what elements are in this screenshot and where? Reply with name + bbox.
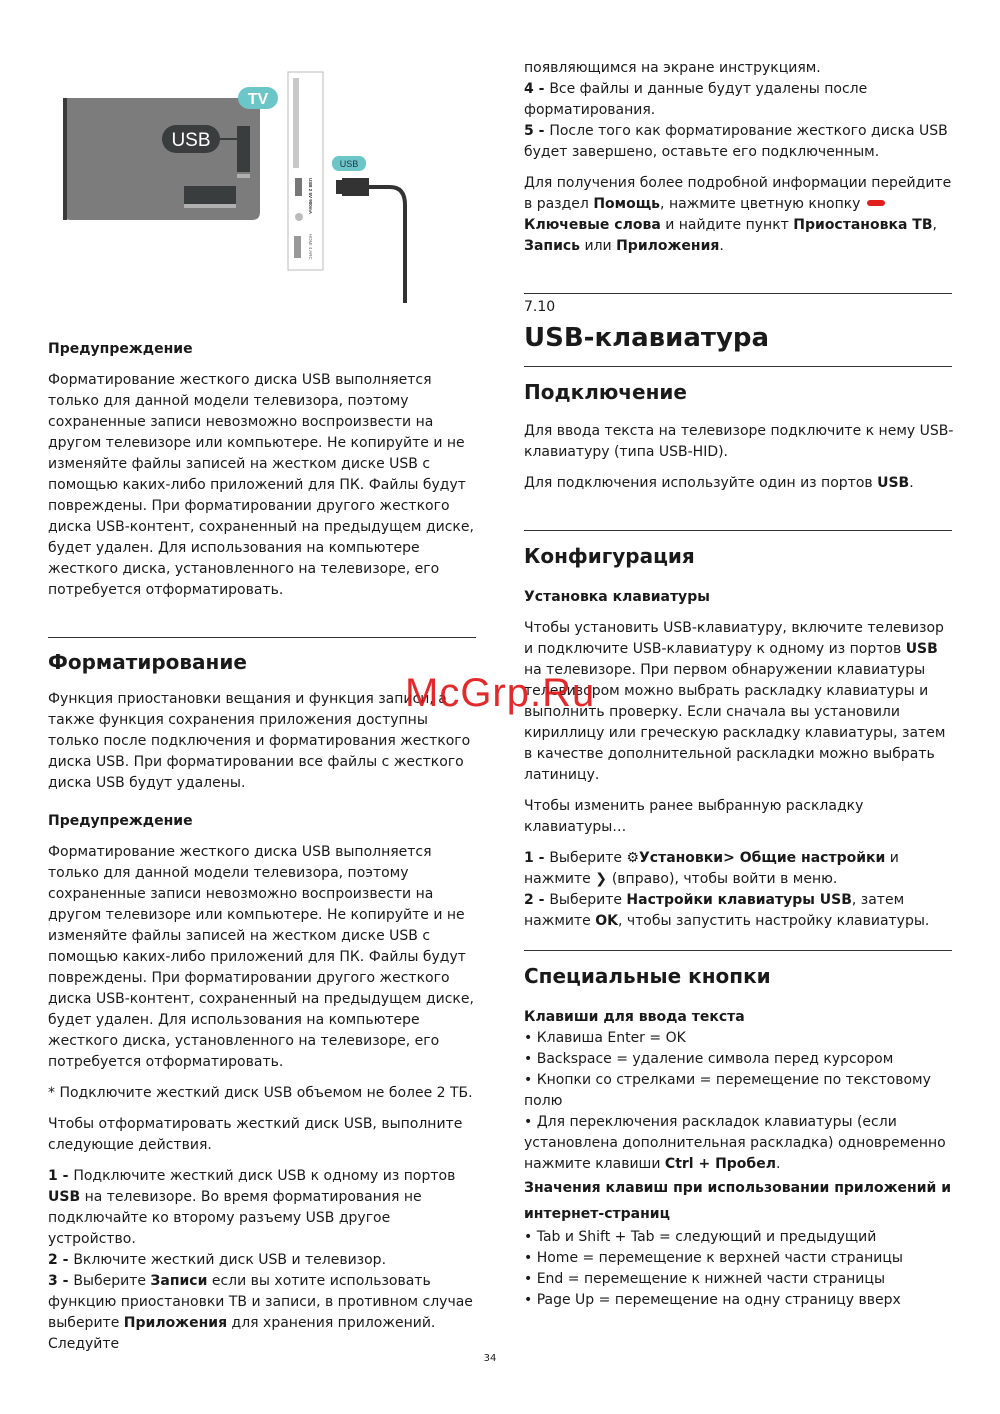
keyboard-setup-heading: Установка клавиатуры xyxy=(524,589,710,605)
list-item: • Для переключения раскладок клавиатуры (если установлена дополнительная раскладка) одновременно нажмите клавиши Ctrl + Пробел. xyxy=(524,1114,946,1172)
usb-port-marking: USB 2 5V 900mA xyxy=(308,178,313,215)
hdmi-port-marking: HDMI 4 ARC xyxy=(308,234,313,260)
list-item: • Page Up = перемещение на одну страницу вверх xyxy=(524,1292,901,1308)
red-color-button-icon xyxy=(867,200,885,206)
gear-icon: ⚙ xyxy=(626,850,639,866)
section-number: 7.10 xyxy=(524,299,556,315)
divider xyxy=(524,950,952,951)
warning-heading-2: Предупреждение xyxy=(48,813,193,829)
warning-text-2: Форматирование жесткого диска USB выполняется только для данной модели телевизора, поэтому сохраненные записи невозможно воспроизвести на другом телевизоре или компьютере. Не копируйте и не изменяйте файлы записей на жестком диске USB с помощью каких-либо приложений для ПК. Файлы будут повреждены. При форматировании другого жесткого диска USB-контент, сохраненный на предыдущем диске, будет удален. Для использования на компьютере жесткого диска, установленного на телевизоре, его потребуется отформатировать. xyxy=(48,844,474,1070)
connection-ports: Для подключения используйте один из портов USB. xyxy=(524,475,914,491)
divider xyxy=(524,293,952,294)
keyboard-setup-text: Чтобы установить USB-клавиатуру, включите телевизор и подключите USB-клавиатуру к одному из портов USB на телевизоре. При первом обнаружении клавиатуры телевизором можно выбрать раскладку клавиатуры и выполнить проверку. Если сначала вы установили кириллицу или греческую раскладку клавиатуры, затем в качестве дополнительной раскладки можно выбрать латиницу. xyxy=(524,620,946,783)
list-item: • Клавиша Enter = OK xyxy=(524,1030,686,1046)
warning-text: Форматирование жесткого диска USB выполняется только для данной модели телевизора, поэтому сохраненные записи невозможно воспроизвести на другом телевизоре или компьютере. Не копируйте и не изменяйте файлы записей на жестком диске USB с помощью каких-либо приложений для ПК. Файлы будут повреждены. При форматировании другого жесткого диска USB-контент, сохраненный на предыдущем диске, будет удален. Для использования на компьютере жесткого диска, установленного на телевизоре, его потребуется отформатировать. xyxy=(48,372,474,598)
page-number: 34 xyxy=(483,1353,497,1364)
formatting-text: Функция приостановки вещания и функция записи, а также функция сохранения приложения доступны только после подключения и форматирования жесткого диска USB. При форматировании все файлы с жесткого диска USB будут удалены. xyxy=(48,691,471,791)
text-keys-heading: Клавиши для ввода текста xyxy=(524,1009,745,1025)
warning-heading: Предупреждение xyxy=(48,341,193,357)
list-item: • Backspace = удаление символа перед курсором xyxy=(524,1051,894,1067)
section-title: USB-клавиатура xyxy=(524,323,770,353)
change-layout-text: Чтобы изменить ранее выбранную раскладку клавиатуры… xyxy=(524,798,864,835)
format-steps: 1 - Подключите жесткий диск USB к одному из портов USB на телевизоре. Во время форматирования не подключайте ко второму разъему USB другое устройство. 2 - Включите жесткий диск USB и телевизор. 3 - Выберите Записи если вы хотите использовать функцию приостановки ТВ и записи, в противном случае выберите Приложения для хранения приложений. Следуйте xyxy=(48,1168,473,1352)
format-intro: Чтобы отформатировать жесткий диск USB, выполните следующие действия. xyxy=(48,1116,463,1153)
list-item: • Кнопки со стрелками = перемещение по текстовому полю xyxy=(524,1072,931,1109)
more-info: Для получения более подробной информации перейдите в раздел Помощь, нажмите цветную кнопку Ключевые слова и найдите пункт Приостановка ТВ, Запись или Приложения. xyxy=(524,175,952,254)
list-item: • End = перемещение к нижней части страницы xyxy=(524,1271,885,1287)
divider xyxy=(524,530,952,531)
usb-tag-text: USB xyxy=(339,159,359,169)
connection-heading: Подключение xyxy=(524,380,687,404)
size-note: * Подключите жесткий диск USB объемом не более 2 ТБ. xyxy=(48,1085,473,1101)
watermark: McGrp.Ru xyxy=(405,671,596,715)
divider xyxy=(524,366,952,367)
usb-port-label-text: USB xyxy=(171,130,211,151)
divider xyxy=(48,637,476,638)
list-item: • Home = перемещение к верхней части страницы xyxy=(524,1250,903,1266)
formatting-heading: Форматирование xyxy=(48,650,247,674)
tv-badge-text: TV xyxy=(247,91,269,108)
app-keys-heading: Значения клавиш при использовании приложений и интернет-страниц xyxy=(524,1180,952,1222)
configuration-heading: Конфигурация xyxy=(524,544,695,568)
special-keys-heading: Специальные кнопки xyxy=(524,964,771,988)
change-layout-steps: 1 - Выберите ⚙Установки> Общие настройки и нажмите ❯ (вправо), чтобы войти в меню. 2 - Выберите Настройки клавиатуры USB, затем нажмите OK, чтобы запустить настройку клавиатуры. xyxy=(524,850,930,929)
usb-connection-illustration xyxy=(50,60,430,310)
format-steps-continued: появляющимся на экране инструкциям. 4 - Все файлы и данные будут удалены после форматирования. 5 - После того как форматирование жесткого диска USB будет завершено, оставьте его подключенным. xyxy=(524,60,948,160)
chevron-right-icon: ❯ xyxy=(595,871,612,887)
list-item: • Tab и Shift + Tab = следующий и предыдущий xyxy=(524,1229,877,1245)
connection-text: Для ввода текста на телевизоре подключите к нему USB-клавиатуру (типа USB-HID). xyxy=(524,423,954,460)
